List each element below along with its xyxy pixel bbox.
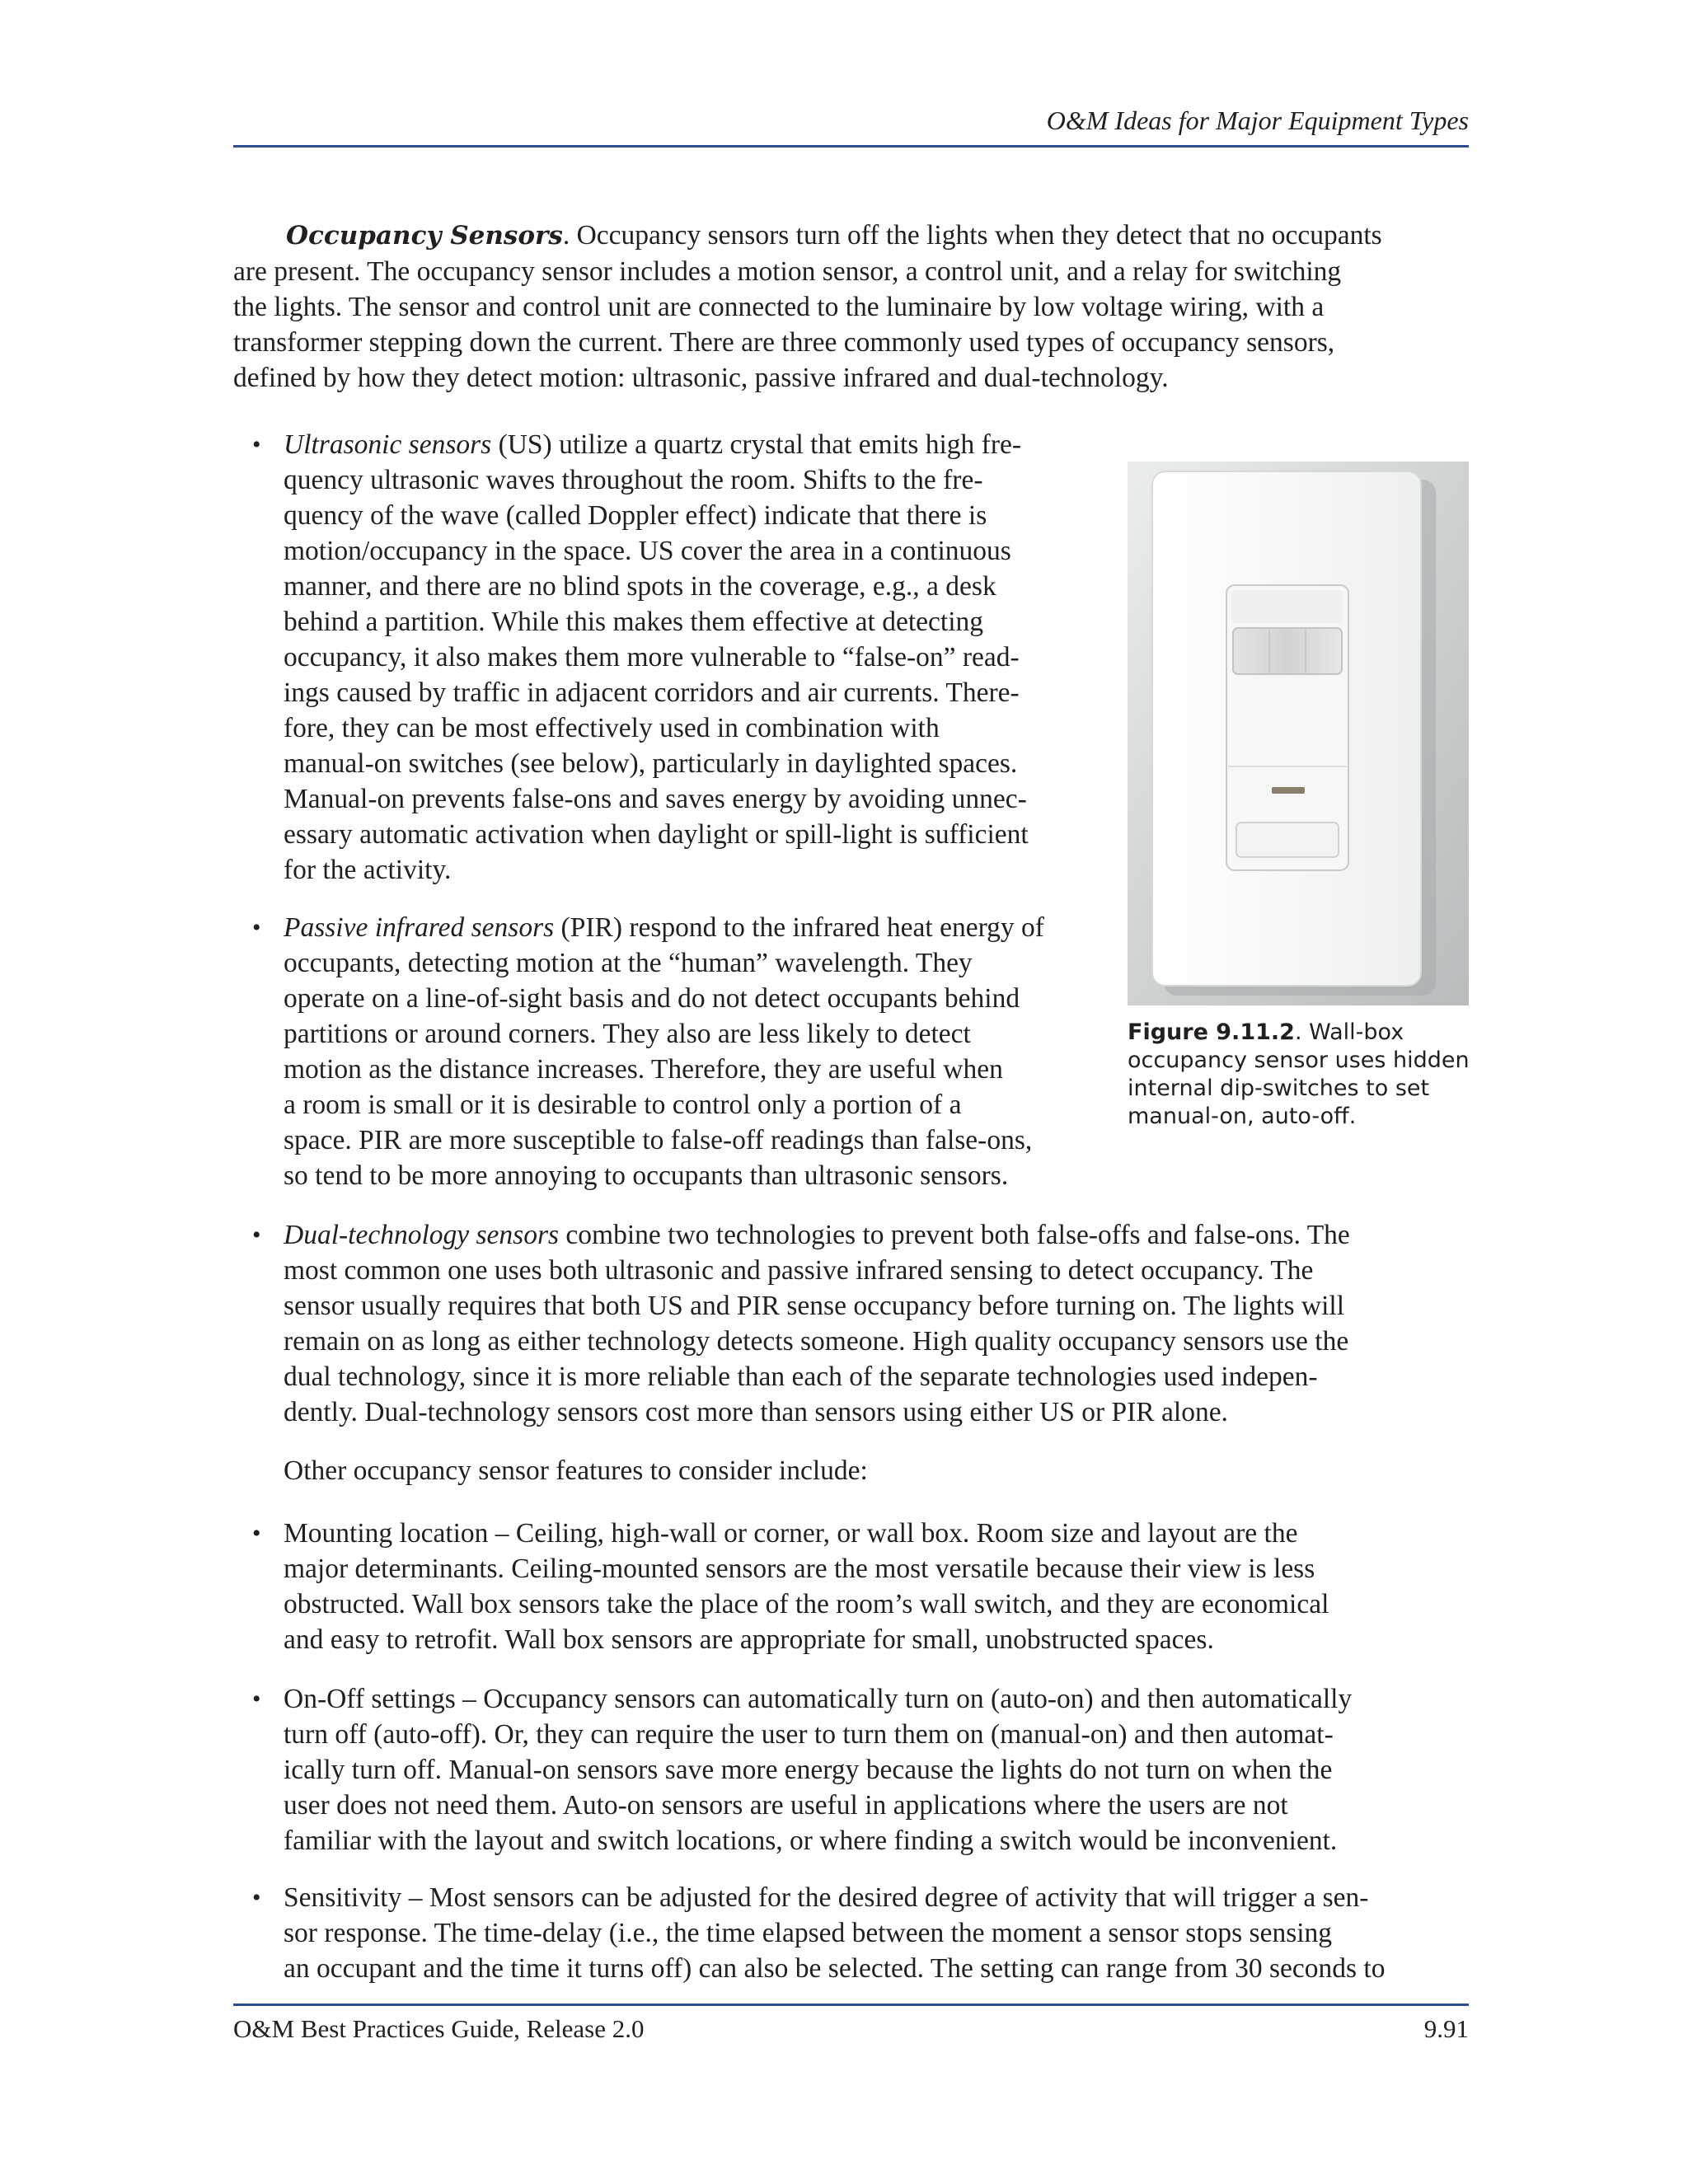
occupancy-sensor-illustration: [1128, 462, 1469, 1005]
bullet-line: space. PIR are more susceptible to false-off readings than false-ons,: [284, 1125, 1033, 1155]
bullet-line: essary automatic activation when daylight or spill-light is sufficient: [284, 819, 1029, 850]
bullet-line: major determinants. Ceiling-mounted sensors are the most versatile because their view is less: [284, 1554, 1315, 1584]
bullet-ultrasonic: [284, 427, 1029, 888]
bullet-sensitivity: [284, 1880, 1385, 1986]
intro-line: defined by how they detect motion: ultrasonic, passive infrared and dual-technology.: [233, 363, 1169, 393]
bullet-line: sor response. The time-delay (i.e., the time elapsed between the moment a sensor stops sensing: [284, 1918, 1333, 1948]
bullet-line: Sensitivity – Most sensors can be adjusted for the desired degree of activity that will trigger a sen-: [284, 1882, 1369, 1913]
footer-rule: [233, 2004, 1469, 2006]
bullet-dot: •: [252, 1520, 261, 1547]
intro-lead: Occupancy Sensors: [286, 221, 563, 251]
bullet-line: dently. Dual-technology sensors cost more than sensors using either US or PIR alone.: [284, 1397, 1228, 1427]
bullet-line: so tend to be more annoying to occupants than ultrasonic sensors.: [284, 1160, 1009, 1191]
bullet-term: Passive infrared sensors: [284, 912, 555, 943]
caption-line: occupancy sensor uses hidden: [1128, 1047, 1470, 1073]
bullet-line: manual-on switches (see below), particularly in daylighted spaces.: [284, 748, 1018, 779]
bullet-line: combine two technologies to prevent both false-offs and false-ons. The: [559, 1220, 1350, 1250]
bullet-line: occupants, detecting motion at the “human” wavelength. They: [284, 948, 973, 978]
intro-line: . Occupancy sensors turn off the lights when they detect that no occupants: [562, 220, 1382, 251]
bullet-onoff: [284, 1681, 1352, 1858]
bullet-line: manner, and there are no blind spots in the coverage, e.g., a desk: [284, 571, 996, 602]
bullet-line: quency ultrasonic waves throughout the room. Shifts to the fre-: [284, 465, 983, 495]
page-number: 9.91: [1423, 2014, 1469, 2043]
bullet-line: familiar with the layout and switch locations, or where finding a switch would be inconvenient.: [284, 1825, 1338, 1856]
bullet-line: ings caused by traffic in adjacent corridors and air currents. There-: [284, 677, 1020, 708]
intro-line: transformer stepping down the current. There are three commonly used types of occupancy sensors,: [233, 327, 1335, 358]
bullet-line: On-Off settings – Occupancy sensors can automatically turn on (auto-on) and then automatically: [284, 1684, 1353, 1714]
bullet-line: sensor usually requires that both US and PIR sense occupancy before turning on. The lights will: [284, 1291, 1345, 1321]
running-header: O&M Ideas for Major Equipment Types: [1046, 105, 1469, 135]
bullet-line: an occupant and the time it turns off) can also be selected. The setting can range from 30 seconds to: [284, 1953, 1386, 1984]
caption-line: . Wall-box: [1294, 1019, 1404, 1045]
bullet-line: obstructed. Wall box sensors take the place of the room’s wall switch, and they are economical: [284, 1589, 1329, 1619]
intro-line: are present. The occupancy sensor includes a motion sensor, a control unit, and a relay for switching: [233, 256, 1342, 287]
bullet-line: (PIR) respond to the infrared heat energy of: [554, 912, 1044, 943]
bullet-line: remain on as long as either technology detects someone. High quality occupancy sensors use the: [284, 1326, 1349, 1357]
bullet-line: user does not need them. Auto-on sensors are useful in applications where the users are not: [284, 1790, 1288, 1821]
bullet-dot: •: [252, 431, 261, 458]
bullet-dot: •: [252, 1884, 261, 1911]
figure-label: Figure 9.11.2: [1128, 1019, 1295, 1045]
intro-paragraph: [233, 218, 1382, 396]
bullet-line: a room is small or it is desirable to control only a portion of a: [284, 1090, 962, 1120]
bullet-line: Manual-on prevents false-ons and saves energy by avoiding unnec-: [284, 784, 1027, 814]
bullet-line: motion as the distance increases. Therefore, they are useful when: [284, 1054, 1003, 1085]
header-rule: [233, 145, 1469, 148]
bullet-dot: •: [252, 914, 261, 941]
bullet-line: (US) utilize a quartz crystal that emits high fre-: [491, 429, 1022, 460]
bullet-term: Dual-technology sensors: [284, 1220, 560, 1250]
bullet-line: dual technology, since it is more reliable than each of the separate technologies used indepen-: [284, 1361, 1318, 1392]
bullet-dual: [284, 1217, 1350, 1430]
bullet-dot: •: [252, 1221, 261, 1249]
bullet-line: turn off (auto-off). Or, they can require the user to turn them on (manual-on) and then automat-: [284, 1719, 1334, 1750]
bullet-line: behind a partition. While this makes them effective at detecting: [284, 607, 984, 637]
bullet-term: Ultrasonic sensors: [284, 429, 492, 460]
bullet-line: for the activity.: [284, 855, 452, 885]
bullet-line: most common one uses both ultrasonic and passive infrared sensing to detect occupancy. The: [284, 1255, 1314, 1286]
bullet-line: quency of the wave (called Doppler effect) indicate that there is: [284, 500, 987, 531]
caption-line: internal dip-switches to set: [1128, 1076, 1430, 1101]
bullet-line: occupancy, it also makes them more vulnerable to “false-on” read-: [284, 642, 1020, 673]
intro-line: the lights. The sensor and control unit are connected to the luminaire by low voltage wiring, with a: [233, 292, 1325, 322]
bullet-line: Mounting location – Ceiling, high-wall or corner, or wall box. Room size and layout are the: [284, 1518, 1298, 1549]
bullet-line: partitions or around corners. They also are less likely to detect: [284, 1019, 971, 1049]
footer-guide-title: O&M Best Practices Guide, Release 2.0: [233, 2014, 645, 2043]
figure-caption: [1128, 1019, 1474, 1131]
bullet-line: motion/occupancy in the space. US cover the area in a continuous: [284, 536, 1011, 566]
bullet-dot: •: [252, 1685, 261, 1713]
bullet-line: and easy to retrofit. Wall box sensors are appropriate for small, unobstructed spaces.: [284, 1624, 1214, 1655]
bullet-line: ically turn off. Manual-on sensors save more energy because the lights do not turn on when the: [284, 1755, 1333, 1785]
caption-line: manual-on, auto-off.: [1128, 1104, 1357, 1129]
bullet-mounting: [284, 1516, 1329, 1657]
bullet-pir: [284, 910, 1044, 1193]
bullet-line: operate on a line-of-sight basis and do not detect occupants behind: [284, 983, 1020, 1014]
figure-occupancy-sensor-image: [1128, 462, 1469, 1005]
features-intro: Other occupancy sensor features to consider include:: [284, 1455, 868, 1486]
bullet-line: fore, they can be most effectively used in combination with: [284, 713, 940, 743]
